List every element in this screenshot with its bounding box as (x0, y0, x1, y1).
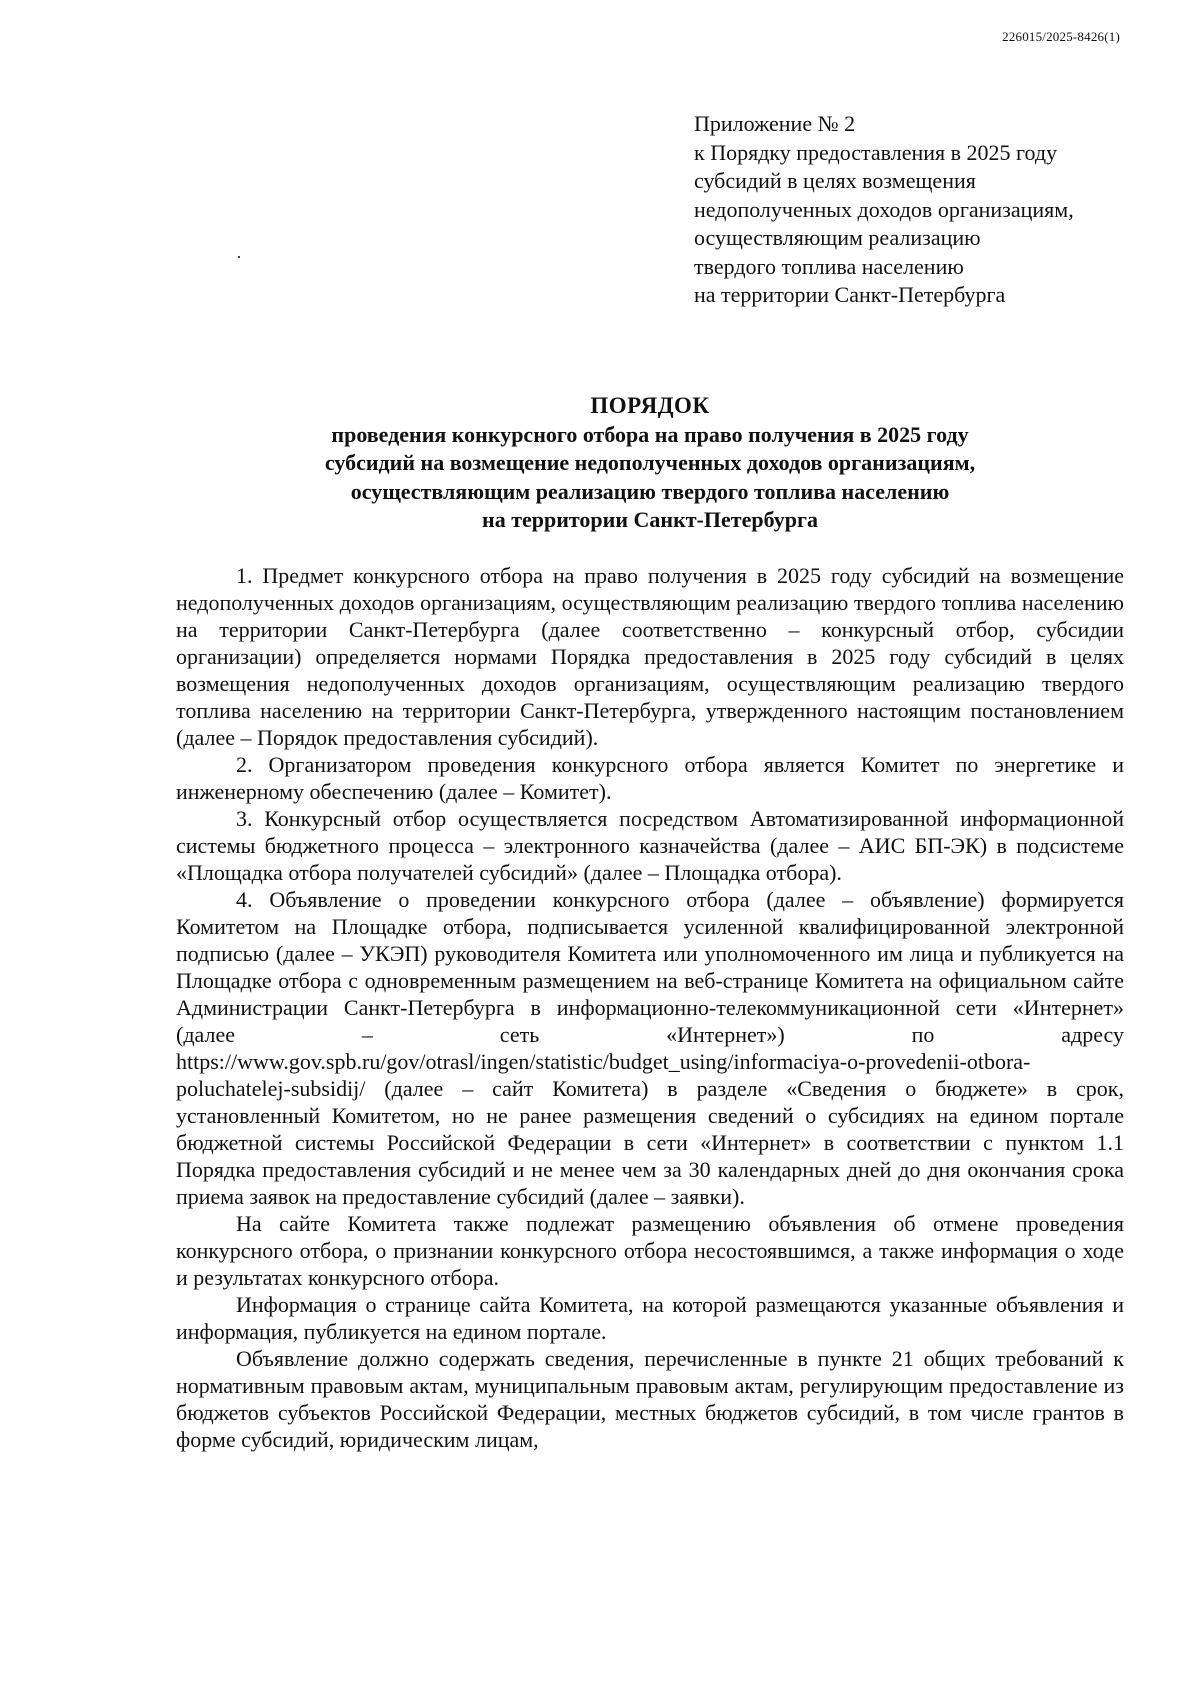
title-line: субсидий на возмещение недополученных доходов организациям, (324, 450, 976, 475)
appendix-line: Приложение № 2 (694, 111, 856, 136)
appendix-line: твердого топлива населению (694, 253, 964, 279)
appendix-line: недополученных доходов организациям, (694, 196, 1074, 222)
paragraph-4-site-announcements: На сайте Комитета также подлежат размещению объявления об отмене проведения конкурсного отбора, о признании конкурсного отбора несостоявшимся, а также информация о ходе и результатах конкурсного отбора. (176, 1211, 1124, 1290)
document-registration-number: 226015/2025-8426(1) (1002, 29, 1120, 44)
appendix-line: к Порядку предоставления в 2025 году (694, 139, 1058, 165)
paragraph-4-portal-info: Информация о странице сайта Комитета, на которой размещаются указанные объявления и информация, публикуется на едином портале. (176, 1292, 1124, 1344)
title-line: осуществляющим реализацию твердого топлива населению (350, 478, 950, 504)
paragraph-1: 1. Предмет конкурсного отбора на право получения в 2025 году субсидий на возмещение недополученных доходов организациям, осуществляющим реализацию твердого топлива населению на территории Санкт-Петербурга (далее соответственно – конкурсный отбор, субсидии организации) определяется нормами Порядка предоставления в 2025 году субсидий в целях возмещения недополученных доходов организациям, осуществляющим реализацию твердого топлива населению на территории Санкт-Петербурга, утвержденного настоящим постановлением (далее – Порядок предоставления субсидий). (176, 563, 1124, 750)
title-main: ПОРЯДОК (590, 393, 710, 418)
document-body (176, 562, 1124, 1453)
document-title (120, 392, 1180, 535)
appendix-line: осуществляющим реализацию (694, 225, 981, 250)
paragraph-2: 2. Организатором проведения конкурсного отбора является Комитет по энергетике и инженерному обеспечению (далее – Комитет). (176, 752, 1124, 804)
paragraph-4-announcement-contents: Объявление должно содержать сведения, перечисленные в пункте 21 общих требований к нормативным правовым актам, муниципальным правовым актам, регулирующим предоставление из бюджетов субъектов Российской Федерации, местных бюджетов субсидий, в том числе грантов в форме субсидий, юридическим лицам, (176, 1346, 1124, 1452)
appendix-line: субсидий в целях возмещения (694, 168, 976, 193)
appendix-reference (694, 110, 1164, 310)
paragraph-3: 3. Конкурсный отбор осуществляется посредством Автоматизированной информационной системы бюджетного процесса – электронного казначейства (далее – АИС БП-ЭК) в подсистеме «Площадка отбора получателей субсидий» (далее – Площадка отбора). (176, 806, 1124, 885)
appendix-line: на территории Санкт-Петербурга (694, 282, 1006, 307)
paragraph-4: 4. Объявление о проведении конкурсного отбора (далее – объявление) формируется Комитетом на Площадке отбора, подписывается усиленной квалифицированной электронной подписью (далее – УКЭП) руководителя Комитета или уполномоченного им лица и публикуется на Площадке отбора с одновременным размещением на веб-странице Комитета на официальном сайте Администрации Санкт-Петербурга в информационно-телекоммуникационной сети «Интернет» (далее – сеть «Интернет») по адресу https://www.gov.spb.ru/gov/otrasl/ingen/statistic/budget_using/informaciya-o-provedenii-otbora-poluchatelej-subsidij/ (далее – сайт Комитета) в разделе «Сведения о бюджете» в срок, установленный Комитетом, но не ранее размещения сведений о субсидиях на едином портале бюджетной системы Российской Федерации в сети «Интернет» в соответствии с пунктом 1.1 Порядка предоставления субсидий и не менее чем за 30 календарных дней до дня окончания срока приема заявок на предоставление субсидий (далее – заявки). (176, 887, 1124, 1209)
title-line: на территории Санкт-Петербурга (482, 507, 818, 532)
scan-artifact-dot (238, 256, 240, 258)
title-line: проведения конкурсного отбора на право получения в 2025 году (331, 421, 969, 447)
